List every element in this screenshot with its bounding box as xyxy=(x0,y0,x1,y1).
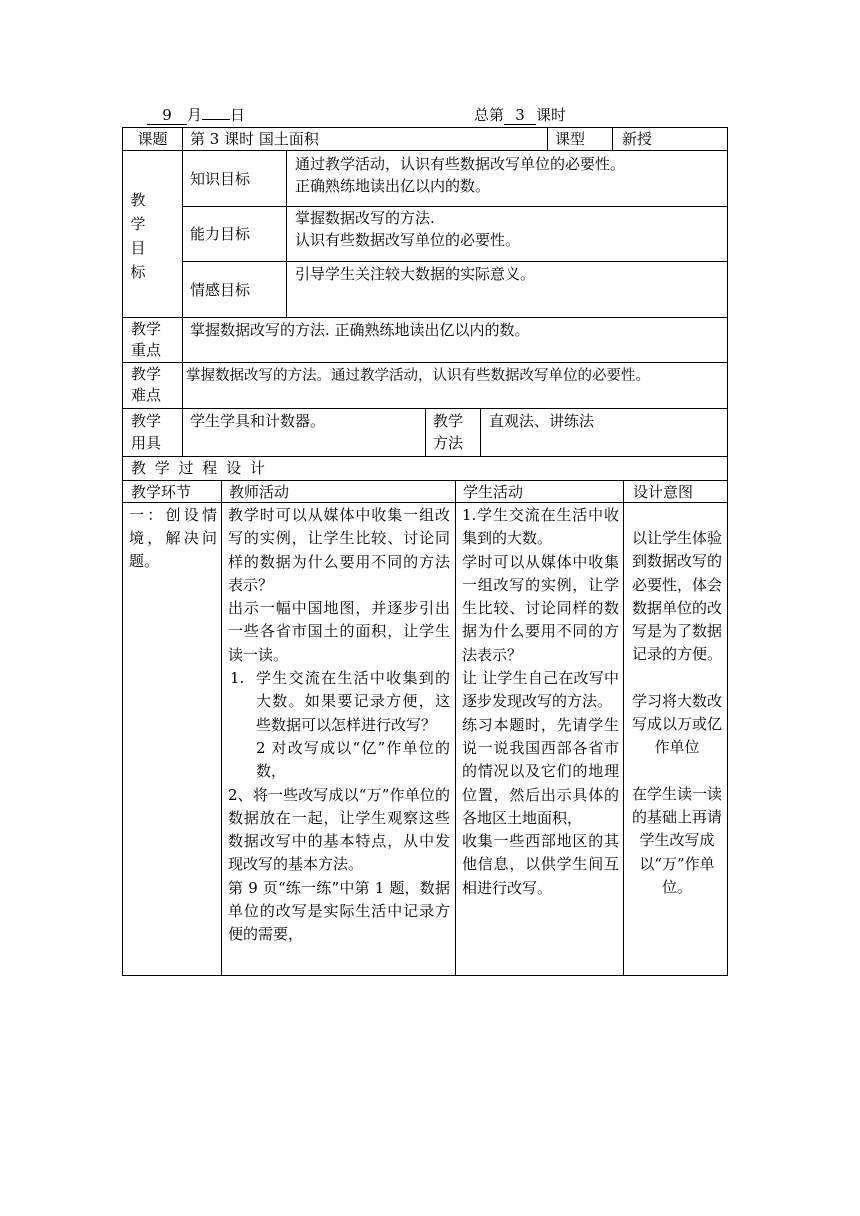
teacher-para-1: 教学时可以从媒体中收集一组改写的实例，让学生比较、讨论同样的数据为什么要用不同的方法表示？ xyxy=(228,506,450,594)
student-activity xyxy=(462,504,619,974)
intent-para-2: 学习将大数改写成以万或亿作单位 xyxy=(632,691,722,757)
col-header-student: 学生活动 xyxy=(463,483,524,501)
knowledge-goal-line-2: 正确熟练地读出亿以内的数。 xyxy=(295,177,491,195)
tools-label: 教学 用具 xyxy=(131,412,162,452)
rule xyxy=(122,362,728,363)
rule xyxy=(612,127,613,150)
knowledge-goal-line-1: 通过教学活动，认识有些数据改写单位的必要性。 xyxy=(295,155,626,173)
month-value: 9 xyxy=(147,106,187,125)
teacher-para-4: 第 9 页“练一练”中第 1 题，数据单位的改写是实际生活中记录方便的需要， xyxy=(228,878,450,944)
student-para-2: 学时可以从媒体中收集一组改写的实例，让学生比较、讨论同样的数据为什么要用不同的方法表示？ xyxy=(462,552,619,664)
col-header-teacher: 教师活动 xyxy=(229,483,290,501)
teacher-list-number-1: 1. xyxy=(230,669,245,688)
rule xyxy=(623,480,624,975)
student-para-5: 收集一些西部地区的其他信息，以供学生间互相进行改写。 xyxy=(462,832,619,897)
rule xyxy=(547,127,548,150)
teacher-para-3: 2、将一些改写成以“万”作单位的数据放在一起，让学生观察这些数据改写中的基本特点，从中发现改写的基本方法。 xyxy=(228,785,450,874)
process-title-text: 教 学 过 程 设 计 xyxy=(131,459,267,477)
emotion-goal-line-1: 引导学生关注较大数据的实际意义。 xyxy=(295,265,536,283)
col-header-intent: 设计意图 xyxy=(633,483,694,501)
rule xyxy=(221,480,222,975)
stage-text: 一：创设情境，解决问题。 xyxy=(129,506,217,570)
month-label: 月 xyxy=(187,106,203,124)
lesson-count-line xyxy=(474,104,566,126)
rule xyxy=(480,408,481,456)
intent-spacer xyxy=(632,667,722,690)
ability-goal-line-1: 掌握数据改写的方法. xyxy=(295,209,435,227)
emotion-goal-label: 情感目标 xyxy=(190,281,251,299)
teacher-para-2: 出示一幅中国地图，并逐步引出一些各省市国土的面积，让学生读一读。 xyxy=(228,599,450,664)
rule xyxy=(727,127,728,976)
teacher-list-item-1 xyxy=(228,667,450,737)
lesson-type-label: 课型 xyxy=(555,130,586,148)
methods-text: 直观法、讲练法 xyxy=(489,412,595,430)
difficulties-label: 教学 难点 xyxy=(131,365,162,404)
rule xyxy=(122,975,728,976)
knowledge-goal-text xyxy=(295,153,725,205)
rule xyxy=(182,261,728,262)
lesson-type-value: 新授 xyxy=(622,130,653,148)
teacher-activity xyxy=(228,504,450,974)
intent-spacer xyxy=(632,760,722,783)
lesson-number: 3 xyxy=(504,106,536,125)
rule xyxy=(425,408,426,456)
lesson-prefix: 总第 xyxy=(474,106,505,124)
objectives-label: 教 学 目 标 xyxy=(130,191,146,281)
difficulties-text: 掌握数据改写的方法。通过教学活动，认识有些数据改写单位的必要性。 xyxy=(186,368,650,384)
tools-text: 学生学具和计数器。 xyxy=(190,412,326,430)
teacher-list-text-1: 学生交流在生活中收集到的大数。如果要记录方便，这些数据可以怎样进行改写？ xyxy=(256,669,450,734)
date-line xyxy=(147,104,245,126)
emotion-goal-text xyxy=(295,263,725,315)
student-para-4: 练习本题时，先请学生说一说我国西部各省市的情况以及它们的地理位置，然后出示具体的各地区土地面积， xyxy=(462,715,619,827)
topic-label: 课题 xyxy=(137,130,168,148)
key-points-text: 掌握数据改写的方法. 正确熟练地读出亿以内的数。 xyxy=(190,321,530,339)
key-points-label: 教学 重点 xyxy=(131,320,162,359)
rule xyxy=(455,480,456,975)
ability-goal-text xyxy=(295,207,725,259)
knowledge-goal-label xyxy=(190,151,284,206)
student-para-1: 1.学生交流在生活中收集到的大数。 xyxy=(462,506,619,548)
ability-goal-label xyxy=(190,207,284,261)
topic-value: 第 3 课时 国土面积 xyxy=(190,130,319,148)
student-para-3: 让 让学生自己在改写中逐步发现改写的方法。 xyxy=(462,669,619,711)
day-label: 日 xyxy=(230,106,246,124)
ability-goal-line-2: 认识有些数据改写单位的必要性。 xyxy=(295,231,521,249)
rule xyxy=(122,317,728,318)
rule xyxy=(286,150,287,317)
design-intent xyxy=(632,527,722,967)
intent-para-1: 以让学生体验到数据改写的必要性，体会数据单位的改写是为了数据记录的方便。 xyxy=(632,529,722,664)
methods-label: 教学 方法 xyxy=(433,412,464,452)
teacher-list-item-2: 2 对改写成以“亿”作单位的数， xyxy=(256,738,450,781)
day-value xyxy=(202,119,230,120)
lesson-suffix: 课时 xyxy=(536,106,567,124)
ability-goal-label-text: 能力目标 xyxy=(190,225,251,243)
process-title xyxy=(131,457,721,480)
rule xyxy=(122,502,728,503)
col-header-stage: 教学环节 xyxy=(131,483,192,501)
intent-para-3: 在学生读一读的基础上再请学生改写成以“万”作单位。 xyxy=(632,784,722,896)
knowledge-goal-label-text: 知识目标 xyxy=(190,169,251,188)
rule xyxy=(182,127,183,456)
